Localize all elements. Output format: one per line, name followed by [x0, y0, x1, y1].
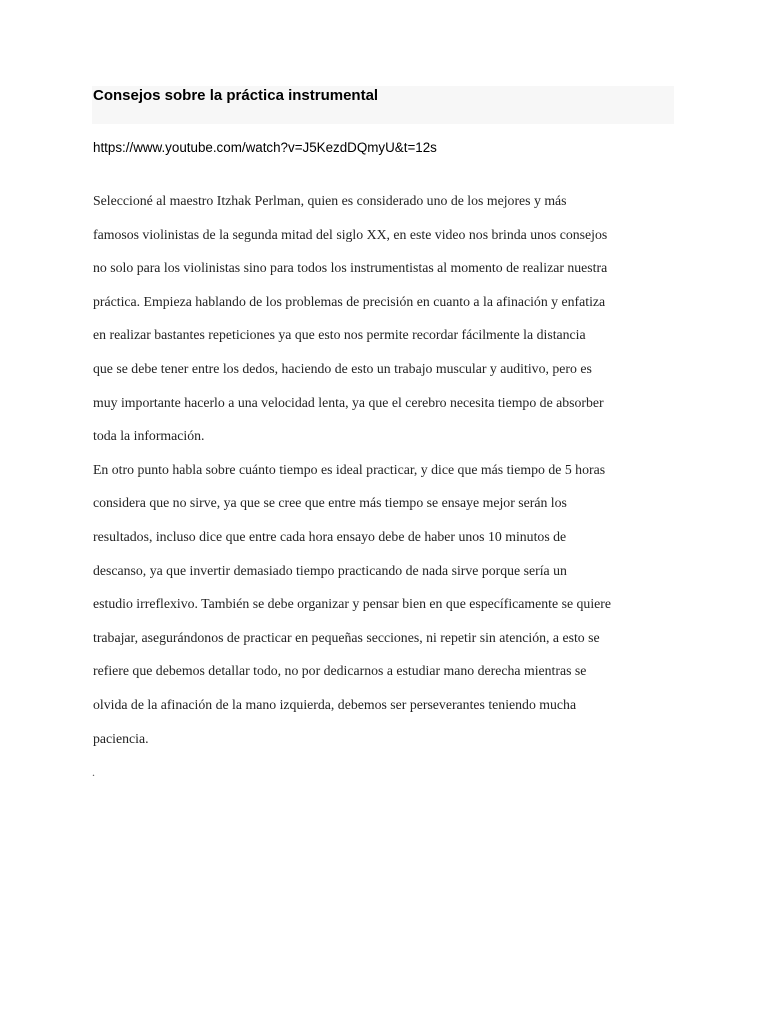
body-line: toda la información. [93, 428, 205, 444]
body-line: paciencia. [93, 730, 149, 746]
body-line: trabajar, asegurándonos de practicar en pequeñas secciones, ni repetir sin atención, a esto se [93, 629, 600, 645]
body-line: En otro punto habla sobre cuánto tiempo es ideal practicar, y dice que más tiempo de 5 horas [93, 461, 606, 477]
body-line: muy importante hacerlo a una velocidad lenta, ya que el cerebro necesita tiempo de absorber [93, 394, 604, 410]
body-line: práctica. Empieza hablando de los problemas de precisión en cuanto a la afinación y enfatiza [93, 293, 606, 309]
body-line: olvida de la afinación de la mano izquierda, debemos ser perseverantes teniendo mucha [93, 696, 577, 712]
body-line: estudio irreflexivo. También se debe organizar y pensar bien en que específicamente se quiere [93, 596, 611, 612]
video-link[interactable]: https://www.youtube.com/watch?v=J5KezdDQmyU&t=12s [93, 140, 437, 155]
body-line: famosos violinistas de la segunda mitad del siglo XX, en este video nos brinda unos consejos [93, 226, 608, 242]
body-line: considera que no sirve, ya que se cree que entre más tiempo se ensaye mejor serán los [93, 495, 567, 511]
trailing-mark: . [92, 765, 95, 779]
body-line: resultados, incluso dice que entre cada hora ensayo debe de haber unos 10 minutos de [93, 528, 567, 544]
body-line: refiere que debemos detallar todo, no por dedicarnos a estudiar mano derecha mientras se [93, 663, 587, 679]
body-line: Seleccioné al maestro Itzhak Perlman, quien es considerado uno de los mejores y más [93, 193, 567, 208]
document-title: Consejos sobre la práctica instrumental [93, 87, 379, 104]
body-line: que se debe tener entre los dedos, haciendo de esto un trabajo muscular y auditivo, pero es [93, 360, 592, 376]
body-line: en realizar bastantes repeticiones ya que esto nos permite recordar fácilmente la distancia [93, 327, 586, 343]
body-line: no solo para los violinistas sino para todos los instrumentistas al momento de realizar nuestra [93, 260, 608, 276]
body-text [93, 189, 693, 760]
body-line: descanso, ya que invertir demasiado tiempo practicando de nada sirve porque sería un [93, 562, 567, 578]
